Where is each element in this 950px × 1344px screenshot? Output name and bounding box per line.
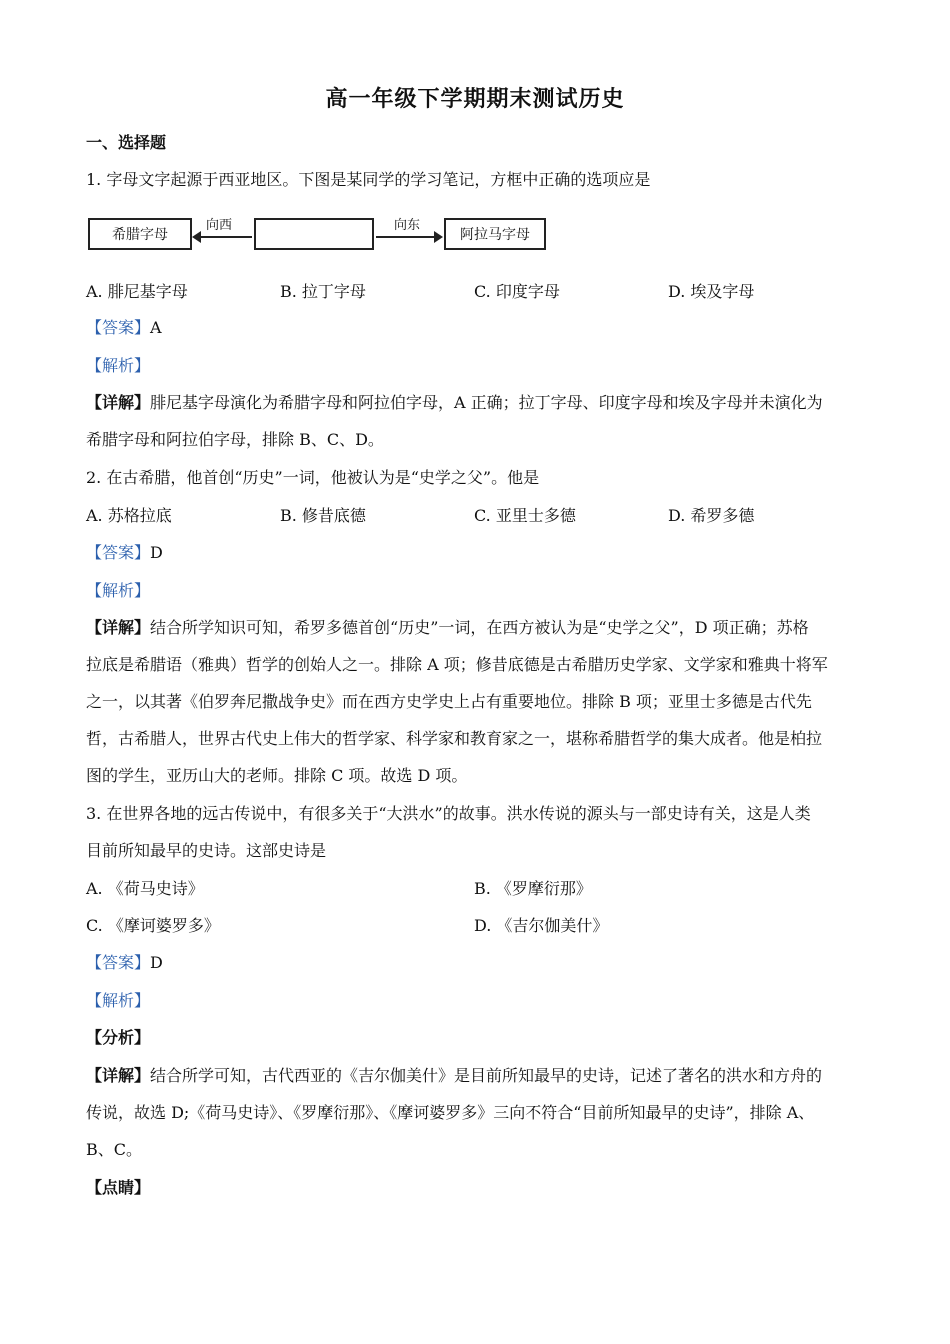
q2-detail-line-4: 哲，古希腊人，世界古代史上伟大的哲学家、科学家和教育家之一，堪称希腊哲学的集大成者。他是柏拉: [86, 729, 823, 748]
q3-option-c: C. 《摩诃婆罗多》: [86, 916, 220, 935]
arrow-right-icon: [376, 236, 436, 238]
detail-text: 腓尼基字母演化为希腊字母和阿拉伯字母，A 正确；拉丁字母、印度字母和埃及字母并未演化为: [150, 393, 823, 412]
q2-option-c: C. 亚里士多德: [474, 506, 576, 525]
q3-analysis-tag: 【解析】: [86, 991, 151, 1010]
q2-detail-line-1: [86, 618, 809, 638]
diagram-label-west: 向西: [206, 218, 233, 233]
q3-fenxi-tag: 【分析】: [86, 1028, 151, 1047]
section-heading: 一、选择题: [86, 133, 167, 152]
detail-tag: 【详解】: [86, 393, 151, 412]
arrowhead-left-icon: [192, 231, 201, 243]
q1-option-b: B. 拉丁字母: [280, 282, 366, 301]
answer-value: D: [150, 543, 163, 562]
q1-detail-line-1: [86, 393, 823, 413]
q2-detail-line-5: 图的学生，亚历山大的老师。排除 C 项。故选 D 项。: [86, 766, 468, 785]
q2-analysis-tag: 【解析】: [86, 581, 151, 600]
q3-option-a: A. 《荷马史诗》: [86, 879, 204, 898]
q1-option-d: D. 埃及字母: [668, 282, 755, 301]
q2-option-d: D. 希罗多德: [668, 506, 755, 525]
q2-detail-line-2: 拉底是希腊语（雅典）哲学的创始人之一。排除 A 项；修昔底德是古希腊历史学家、文学家和雅典十将军: [86, 655, 828, 674]
page-title: 高一年级下学期期末测试历史: [325, 86, 625, 112]
answer-tag: 【答案】: [86, 953, 151, 972]
q1-option-a: A. 腓尼基字母: [86, 282, 188, 301]
diagram-box-aramaic: 阿拉马字母: [444, 218, 546, 250]
q2-answer: [86, 543, 163, 563]
answer-value: A: [150, 318, 162, 337]
q3-answer: [86, 953, 163, 973]
q3-option-d: D. 《吉尔伽美什》: [474, 916, 609, 935]
q1-answer: [86, 318, 162, 338]
q1-stem: 1. 字母文字起源于西亚地区。下图是某同学的学习笔记，方框中正确的选项应是: [86, 170, 651, 189]
q2-detail-line-3: 之一，以其著《伯罗奔尼撒战争史》而在西方史学史上占有重要地位。排除 B 项；亚里士多德是古代先: [86, 692, 812, 711]
q3-stem-line-1: 3. 在世界各地的远古传说中，有很多关于“大洪水”的故事。洪水传说的源头与一部史诗有关，这是人类: [86, 804, 811, 823]
arrow-left-icon: [194, 236, 252, 238]
q1-detail-line-2: 希腊字母和阿拉伯字母，排除 B、C、D。: [86, 430, 384, 449]
answer-value: D: [150, 953, 163, 972]
q1-analysis-tag: 【解析】: [86, 356, 151, 375]
answer-tag: 【答案】: [86, 318, 151, 337]
q3-detail-line-1: [86, 1066, 822, 1086]
arrowhead-right-icon: [434, 231, 443, 243]
detail-tag: 【详解】: [86, 1066, 151, 1085]
q3-stem-line-2: 目前所知最早的史诗。这部史诗是: [86, 841, 327, 860]
q3-detail-line-2: 传说，故选 D;《荷马史诗》、《罗摩衍那》、《摩诃婆罗多》三向不符合“目前所知最早的史诗”，排除 A、: [86, 1103, 815, 1122]
alphabet-diagram: [88, 214, 548, 258]
q3-option-b: B. 《罗摩衍那》: [474, 879, 592, 898]
detail-text: 结合所学知识可知，希罗多德首创“历史”一词，在西方被认为是“史学之父”，D 项正确；苏格: [150, 618, 809, 637]
q2-option-b: B. 修昔底德: [280, 506, 366, 525]
diagram-box-blank: [254, 218, 374, 250]
detail-text: 结合所学可知，古代西亚的《吉尔伽美什》是目前所知最早的史诗，记述了著名的洪水和方舟的: [150, 1066, 823, 1085]
q2-option-a: A. 苏格拉底: [86, 506, 172, 525]
q2-stem: 2. 在古希腊，他首创“历史”一词，他被认为是“史学之父”。他是: [86, 468, 540, 487]
q3-detail-line-3: B、C。: [86, 1140, 143, 1159]
q3-dianjing-tag: 【点睛】: [86, 1178, 151, 1197]
answer-tag: 【答案】: [86, 543, 151, 562]
diagram-label-east: 向东: [394, 218, 421, 233]
diagram-box-greek: 希腊字母: [88, 218, 192, 250]
q1-option-c: C. 印度字母: [474, 282, 560, 301]
detail-tag: 【详解】: [86, 618, 151, 637]
